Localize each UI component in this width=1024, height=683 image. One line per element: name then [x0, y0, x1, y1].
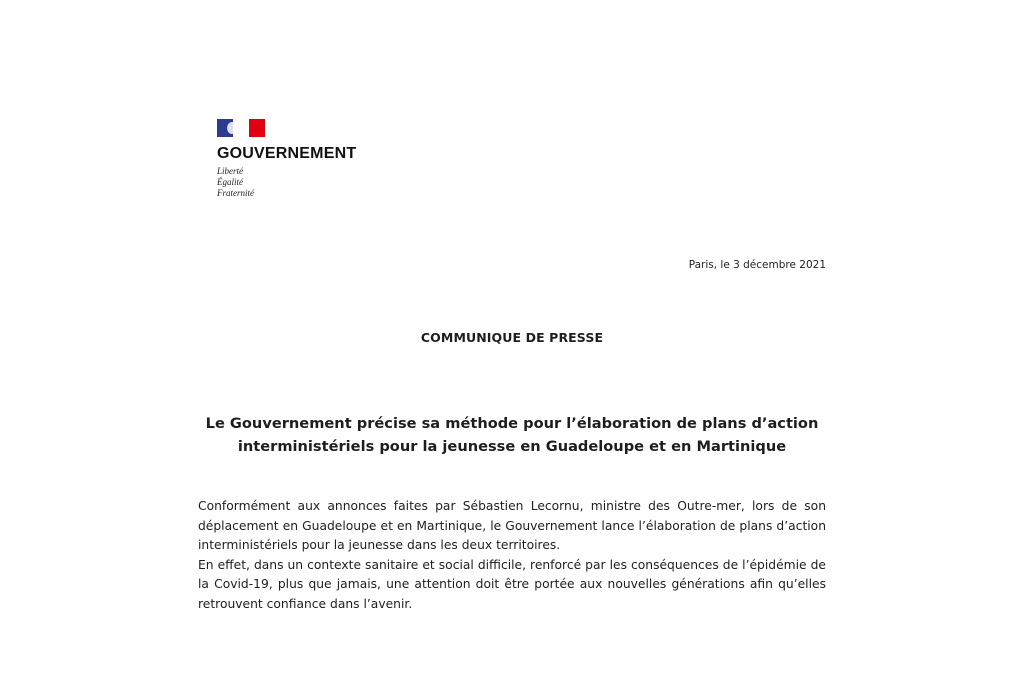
government-logo — [217, 119, 387, 199]
french-flag-icon — [217, 119, 265, 137]
document-date: Paris, le 3 décembre 2021 — [688, 259, 826, 271]
motto-fraternite: Fraternité — [217, 188, 254, 198]
motto-liberte: Liberté — [217, 166, 243, 176]
motto-egalite: Égalité — [217, 177, 243, 187]
press-release-label: COMMUNIQUE DE PRESSE — [420, 330, 604, 345]
body-paragraph: Conformément aux annonces faites par Sébastien Lecornu, ministre des Outre-mer, lors de son déplacement en Guadeloupe et en Martinique, le Gouvernement lance l’élaboration de plans d’action interministériels pour la jeunesse dans les deux territoires. — [198, 499, 826, 553]
body-paragraph: En effet, dans un contexte sanitaire et social difficile, renforcé par les conséquences de l’épidémie de la Covid-19, plus que jamais, une attention doit être portée aux nouvelles générations afin qu’elles retrouvent confiance dans l’avenir. — [198, 557, 826, 611]
document-body — [198, 497, 826, 615]
government-name: GOUVERNEMENT — [217, 145, 357, 162]
republic-motto — [217, 166, 387, 199]
marianne-profile-icon — [227, 122, 237, 134]
document-headline: Le Gouvernement précise sa méthode pour l’élaboration de plans d’action interministériels pour la jeunesse en Guadeloupe et en Martinique — [205, 415, 819, 455]
